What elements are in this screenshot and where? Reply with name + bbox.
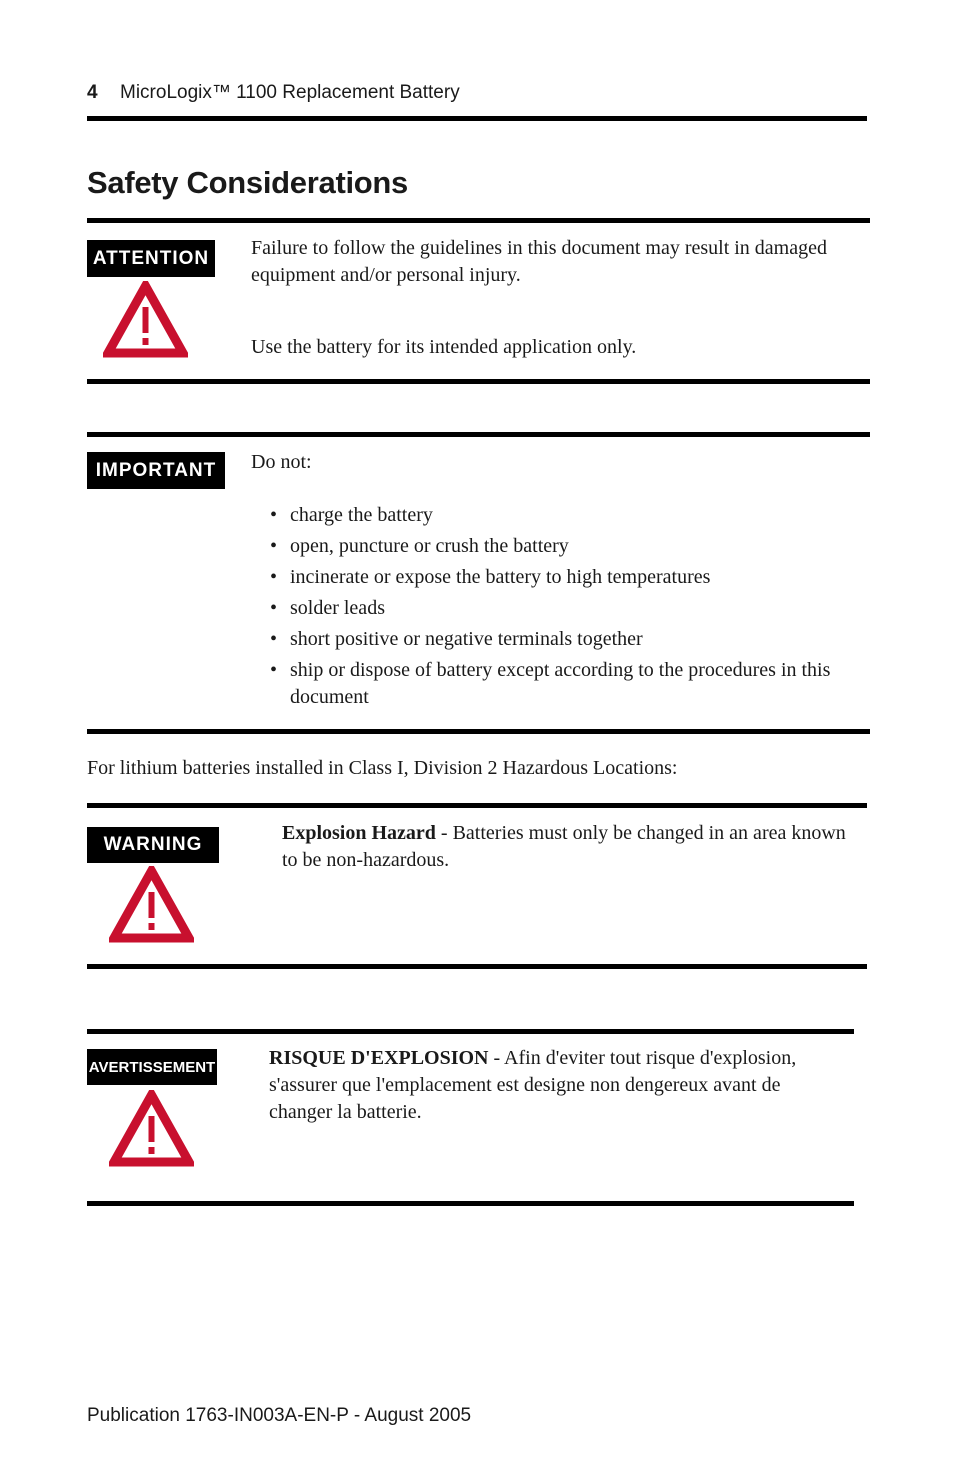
warning-bottom-rule (87, 964, 867, 969)
lithium-note: For lithium batteries installed in Class I, Division 2 Hazardous Locations: (87, 757, 678, 779)
list-item-text: open, puncture or crush the battery (290, 535, 569, 557)
list-item-text: short positive or negative terminals together (290, 628, 643, 650)
attention-bottom-rule (87, 379, 870, 384)
header-rule (87, 116, 867, 121)
page-number: 4 (87, 82, 98, 103)
warning-top-rule (87, 803, 867, 808)
list-item: • ship or dispose of battery except according to the procedures in this document (270, 659, 831, 708)
warning-label: WARNING (87, 827, 219, 863)
important-list (268, 502, 868, 715)
avertissement-top-rule (87, 1029, 854, 1034)
running-header-title: MicroLogix™ 1100 Replacement Battery (120, 82, 460, 103)
attention-paragraph-2: Use the battery for its intended application only. (251, 336, 637, 358)
list-item-text: solder leads (290, 597, 385, 619)
avertissement-text (269, 1045, 841, 1126)
warning-text (282, 820, 866, 874)
important-top-rule (87, 432, 870, 437)
avertissement-body: - Afin d'eviter tout risque d'explosion, s'assurer que l'emplacement est designe non dengereux avant de changer la batterie. (269, 1047, 797, 1123)
list-item-text: charge the battery (290, 504, 433, 526)
publication-footer: Publication 1763-IN003A-EN-P - August 2005 (87, 1405, 472, 1426)
avertissement-label: AVERTISSEMENT (87, 1049, 217, 1085)
important-bottom-rule (87, 729, 870, 734)
warning-bold-lead: Explosion Hazard (282, 822, 436, 844)
important-intro: Do not: (251, 451, 312, 473)
avertissement-bold-lead: RISQUE D'EXPLOSION (269, 1047, 489, 1069)
page-title: Safety Considerations (87, 165, 409, 200)
warning-triangle-icon (109, 1090, 194, 1167)
important-label: IMPORTANT (87, 452, 225, 489)
list-item-text: ship or dispose of battery except according to the procedures in this document (290, 659, 831, 708)
attention-label: ATTENTION (87, 240, 215, 277)
list-item: • open, puncture or crush the battery (270, 535, 569, 557)
warning-body: - Batteries must only be changed in an area known to be non-hazardous. (282, 822, 846, 871)
warning-triangle-icon (109, 866, 194, 943)
list-item: • solder leads (270, 597, 385, 619)
attention-top-rule (87, 218, 870, 223)
list-item: • charge the battery (270, 504, 433, 526)
warning-triangle-icon (103, 281, 188, 358)
attention-paragraph-1: Failure to follow the guidelines in this document may result in damaged equipment and/or personal injury. (251, 237, 827, 286)
avertissement-bottom-rule (87, 1201, 854, 1206)
list-item-text: incinerate or expose the battery to high temperatures (290, 566, 711, 588)
list-item: • incinerate or expose the battery to high temperatures (270, 566, 711, 588)
list-item: • short positive or negative terminals together (270, 628, 643, 650)
